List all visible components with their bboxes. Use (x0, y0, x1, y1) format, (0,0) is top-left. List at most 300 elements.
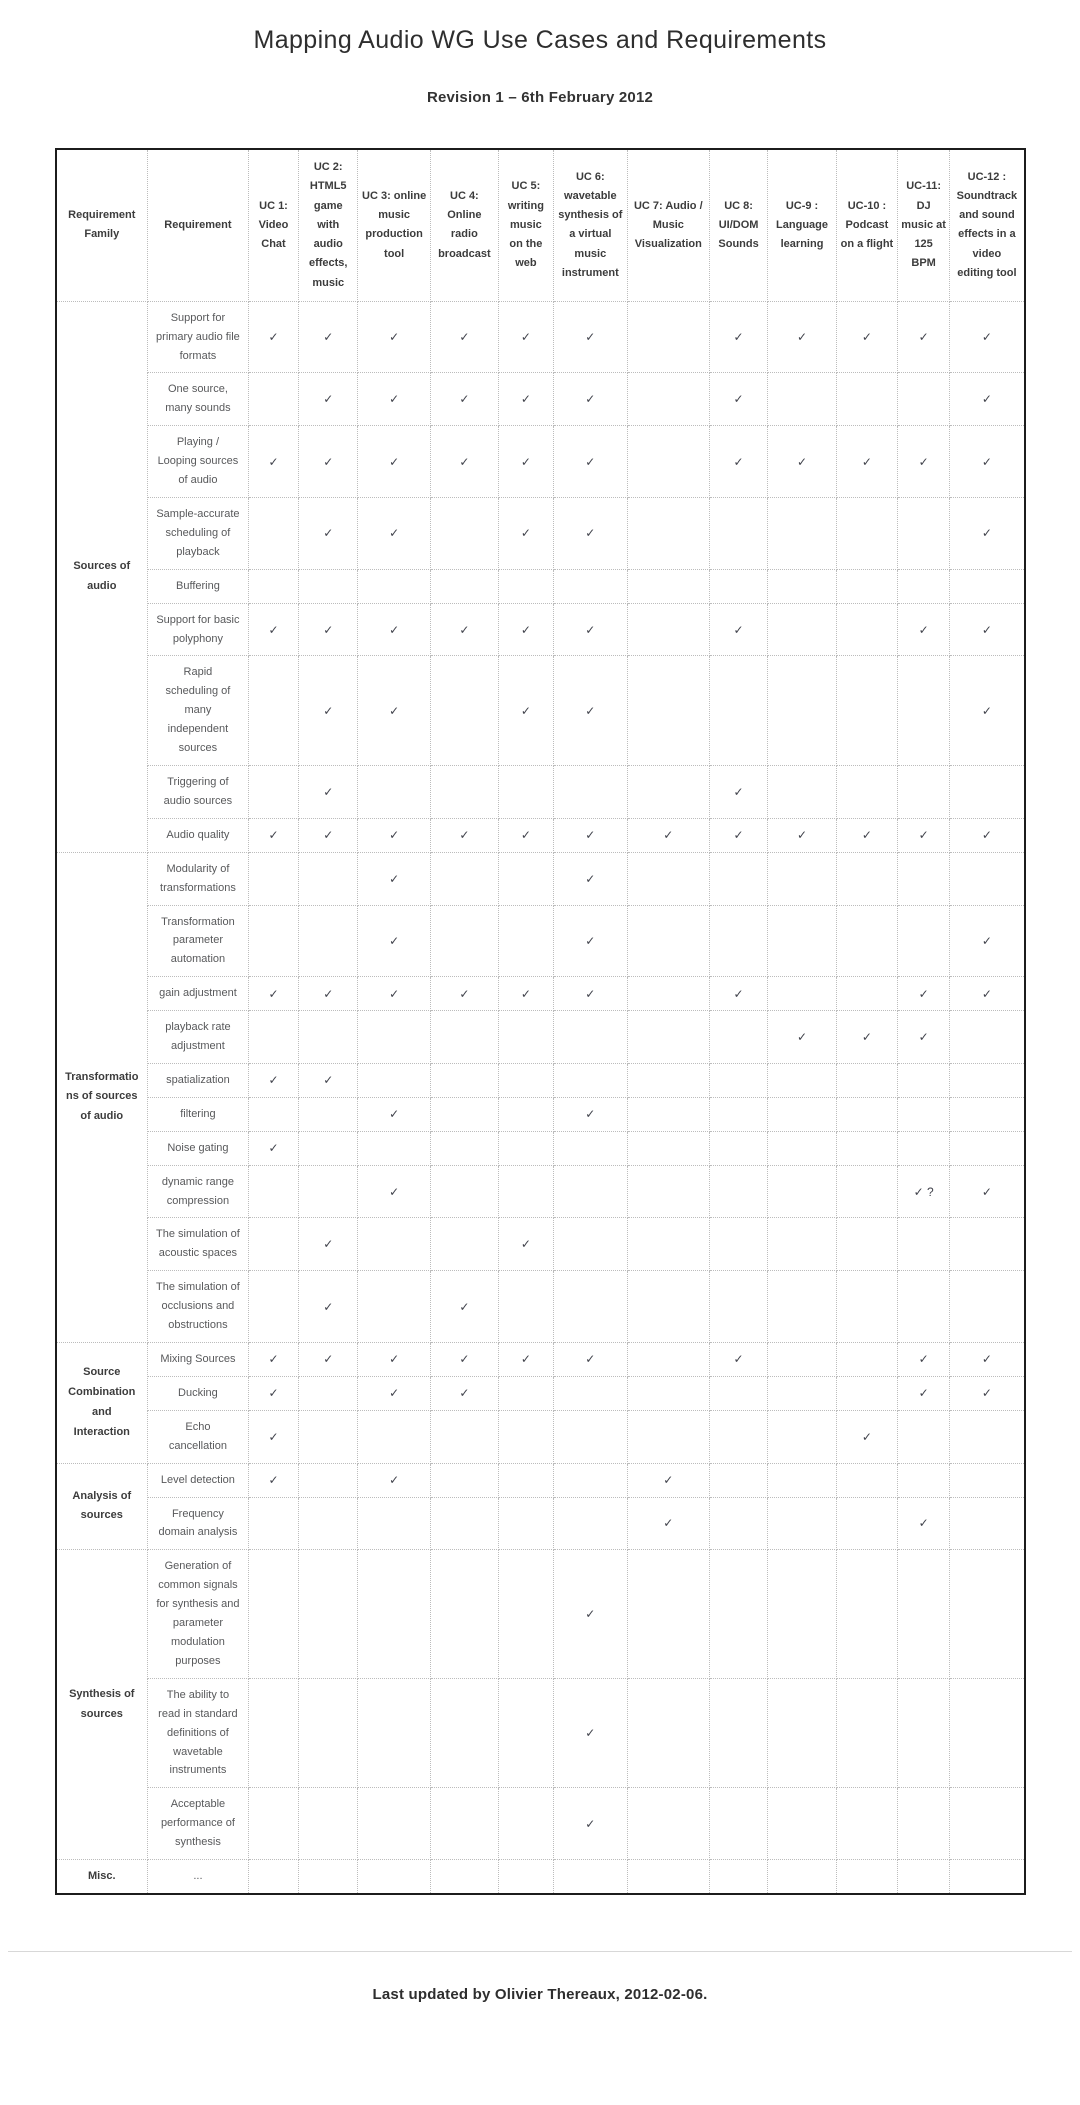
check-cell: ✓ (554, 426, 628, 498)
empty-cell (768, 1165, 837, 1218)
check-cell: ✓ (950, 977, 1025, 1011)
table-row (56, 977, 1025, 1011)
check-cell: ✓ (498, 977, 553, 1011)
empty-cell (299, 1860, 358, 1894)
check-cell: ✓ (836, 426, 897, 498)
empty-cell (897, 373, 949, 426)
empty-cell (430, 1860, 498, 1894)
requirement-cell: Level detection (148, 1463, 249, 1497)
check-cell: ✓ (897, 1497, 949, 1550)
table-row (56, 1011, 1025, 1064)
empty-cell (950, 1497, 1025, 1550)
check-cell: ✓ (554, 301, 628, 373)
empty-cell (358, 1218, 431, 1271)
check-cell: ✓ (498, 373, 553, 426)
check-cell: ✓ (498, 818, 553, 852)
table-row (56, 569, 1025, 603)
check-cell: ✓ (299, 1343, 358, 1377)
empty-cell (950, 1860, 1025, 1894)
empty-cell (710, 1063, 768, 1097)
empty-cell (768, 498, 837, 570)
table-row (56, 426, 1025, 498)
empty-cell (768, 373, 837, 426)
requirement-cell: spatialization (148, 1063, 249, 1097)
empty-cell (768, 1410, 837, 1463)
check-cell: ✓ (299, 656, 358, 766)
check-cell: ✓ (897, 1376, 949, 1410)
check-cell: ✓ (248, 1131, 298, 1165)
empty-cell (248, 498, 298, 570)
check-cell: ✓ (358, 1376, 431, 1410)
requirement-cell: Acceptable performance of synthesis (148, 1788, 249, 1860)
check-cell: ✓ (358, 426, 431, 498)
empty-cell (554, 1410, 628, 1463)
check-cell: ✓ (299, 426, 358, 498)
empty-cell (836, 1131, 897, 1165)
check-cell: ✓ (554, 1097, 628, 1131)
empty-cell (430, 656, 498, 766)
check-cell: ✓ (430, 301, 498, 373)
empty-cell (358, 1271, 431, 1343)
empty-cell (554, 569, 628, 603)
check-cell: ✓ (950, 426, 1025, 498)
check-cell: ✓ (768, 1011, 837, 1064)
empty-cell (498, 1131, 553, 1165)
empty-cell (430, 1463, 498, 1497)
empty-cell (897, 656, 949, 766)
requirement-cell: The simulation of acoustic spaces (148, 1218, 249, 1271)
empty-cell (627, 656, 709, 766)
requirement-cell: Support for basic polyphony (148, 603, 249, 656)
empty-cell (768, 765, 837, 818)
empty-cell (836, 1218, 897, 1271)
empty-cell (627, 1788, 709, 1860)
empty-cell (836, 656, 897, 766)
check-cell: ✓ (897, 603, 949, 656)
requirement-cell: Buffering (148, 569, 249, 603)
check-cell: ✓ (897, 426, 949, 498)
empty-cell (498, 1165, 553, 1218)
check-cell: ✓ (358, 301, 431, 373)
header-row (56, 149, 1025, 301)
check-cell: ✓ (897, 301, 949, 373)
empty-cell (627, 301, 709, 373)
header-uc-4: UC 4: Online radio broadcast (430, 149, 498, 301)
check-cell: ✓ (554, 818, 628, 852)
empty-cell (710, 1410, 768, 1463)
empty-cell (627, 1131, 709, 1165)
table-row (56, 373, 1025, 426)
empty-cell (498, 1497, 553, 1550)
empty-cell (950, 1410, 1025, 1463)
empty-cell (710, 1097, 768, 1131)
empty-cell (430, 1063, 498, 1097)
footer-divider (8, 1951, 1072, 1952)
empty-cell (836, 1678, 897, 1788)
check-cell: ✓ (498, 1343, 553, 1377)
check-cell: ✓ (358, 1097, 431, 1131)
empty-cell (358, 1860, 431, 1894)
check-cell: ✓ (248, 603, 298, 656)
empty-cell (430, 905, 498, 977)
empty-cell (627, 1860, 709, 1894)
empty-cell (498, 1463, 553, 1497)
table-row (56, 1678, 1025, 1788)
empty-cell (430, 1165, 498, 1218)
requirement-cell: ... (148, 1860, 249, 1894)
requirement-cell: Noise gating (148, 1131, 249, 1165)
empty-cell (248, 656, 298, 766)
empty-cell (554, 1011, 628, 1064)
empty-cell (430, 1218, 498, 1271)
empty-cell (836, 905, 897, 977)
empty-cell (768, 569, 837, 603)
empty-cell (498, 1063, 553, 1097)
empty-cell (950, 765, 1025, 818)
empty-cell (836, 1097, 897, 1131)
empty-cell (627, 1218, 709, 1271)
check-cell: ✓ (710, 426, 768, 498)
check-cell: ✓ (710, 1343, 768, 1377)
check-cell: ✓ (358, 603, 431, 656)
empty-cell (768, 1343, 837, 1377)
empty-cell (554, 1376, 628, 1410)
table-row (56, 905, 1025, 977)
check-cell: ✓ (299, 1218, 358, 1271)
empty-cell (836, 1165, 897, 1218)
check-cell: ✓ (299, 1271, 358, 1343)
requirement-cell: Transformation parameter automation (148, 905, 249, 977)
empty-cell (627, 1271, 709, 1343)
table-row (56, 656, 1025, 766)
empty-cell (430, 1497, 498, 1550)
requirement-cell: Ducking (148, 1376, 249, 1410)
header-requirement-family: Requirement Family (56, 149, 148, 301)
empty-cell (627, 603, 709, 656)
empty-cell (897, 1678, 949, 1788)
empty-cell (950, 1678, 1025, 1788)
empty-cell (299, 1497, 358, 1550)
requirement-cell: Support for primary audio file formats (148, 301, 249, 373)
empty-cell (710, 1550, 768, 1678)
empty-cell (299, 1788, 358, 1860)
empty-cell (768, 1097, 837, 1131)
header-uc-2: UC 2: HTML5 game with audio effects, music (299, 149, 358, 301)
empty-cell (248, 905, 298, 977)
check-cell: ✓ (897, 1011, 949, 1064)
empty-cell (248, 1011, 298, 1064)
check-cell: ✓ (710, 765, 768, 818)
check-cell: ✓ (248, 301, 298, 373)
empty-cell (498, 1011, 553, 1064)
table-row (56, 1271, 1025, 1343)
check-cell: ✓ (430, 818, 498, 852)
empty-cell (768, 1788, 837, 1860)
empty-cell (430, 498, 498, 570)
empty-cell (627, 1011, 709, 1064)
empty-cell (897, 1788, 949, 1860)
empty-cell (897, 1410, 949, 1463)
requirement-cell: Triggering of audio sources (148, 765, 249, 818)
empty-cell (358, 1678, 431, 1788)
empty-cell (498, 1860, 553, 1894)
empty-cell (768, 1860, 837, 1894)
empty-cell (710, 1011, 768, 1064)
empty-cell (248, 765, 298, 818)
table-row (56, 1860, 1025, 1894)
requirement-cell: playback rate adjustment (148, 1011, 249, 1064)
empty-cell (299, 1165, 358, 1218)
check-cell: ✓ (299, 373, 358, 426)
empty-cell (627, 1063, 709, 1097)
page-title: Mapping Audio WG Use Cases and Requirements (253, 26, 827, 54)
empty-cell (768, 1063, 837, 1097)
header-uc-1: UC 1: Video Chat (248, 149, 298, 301)
header-uc-3: UC 3: online music production tool (358, 149, 431, 301)
check-cell: ✓ (299, 498, 358, 570)
empty-cell (836, 603, 897, 656)
requirement-cell: Generation of common signals for synthesis and parameter modulation purposes (148, 1550, 249, 1678)
table-row (56, 765, 1025, 818)
empty-cell (950, 1463, 1025, 1497)
empty-cell (498, 852, 553, 905)
table-row (56, 1410, 1025, 1463)
empty-cell (430, 1678, 498, 1788)
empty-cell (710, 1788, 768, 1860)
empty-cell (897, 498, 949, 570)
revision-subtitle: Revision 1 – 6th February 2012 (426, 89, 654, 106)
check-cell: ✓ (358, 1165, 431, 1218)
empty-cell (768, 1271, 837, 1343)
header-uc-7: UC 7: Audio / Music Visualization (627, 149, 709, 301)
check-cell: ✓ (358, 852, 431, 905)
empty-cell (836, 852, 897, 905)
empty-cell (299, 1011, 358, 1064)
empty-cell (710, 569, 768, 603)
empty-cell (836, 373, 897, 426)
requirement-cell: Echo cancellation (148, 1410, 249, 1463)
requirement-cell: Mixing Sources (148, 1343, 249, 1377)
empty-cell (248, 1271, 298, 1343)
empty-cell (358, 1550, 431, 1678)
empty-cell (430, 1011, 498, 1064)
empty-cell (627, 852, 709, 905)
requirement-cell: dynamic range compression (148, 1165, 249, 1218)
empty-cell (768, 1131, 837, 1165)
empty-cell (299, 569, 358, 603)
empty-cell (554, 1860, 628, 1894)
empty-cell (768, 1376, 837, 1410)
check-cell: ✓ (299, 818, 358, 852)
check-cell: ✓ (248, 1343, 298, 1377)
empty-cell (627, 1550, 709, 1678)
requirement-cell: Modularity of transformations (148, 852, 249, 905)
check-cell: ✓ (710, 373, 768, 426)
check-cell: ✓ (768, 818, 837, 852)
empty-cell (710, 1131, 768, 1165)
check-cell: ✓ (430, 1343, 498, 1377)
check-cell: ✓ (554, 1788, 628, 1860)
empty-cell (358, 765, 431, 818)
check-cell: ✓ (358, 1463, 431, 1497)
check-cell: ✓ (554, 1343, 628, 1377)
check-cell: ✓ (430, 977, 498, 1011)
empty-cell (768, 977, 837, 1011)
empty-cell (897, 1097, 949, 1131)
empty-cell (950, 1271, 1025, 1343)
check-cell: ✓ (950, 498, 1025, 570)
table-row (56, 498, 1025, 570)
empty-cell (836, 1063, 897, 1097)
empty-cell (836, 977, 897, 1011)
check-cell: ✓ (358, 656, 431, 766)
table-header (56, 149, 1025, 301)
empty-cell (248, 852, 298, 905)
check-cell: ✓ (248, 977, 298, 1011)
empty-cell (836, 1497, 897, 1550)
empty-cell (950, 569, 1025, 603)
empty-cell (710, 1678, 768, 1788)
empty-cell (627, 905, 709, 977)
empty-cell (358, 569, 431, 603)
requirement-cell: filtering (148, 1097, 249, 1131)
requirement-cell: Sample-accurate scheduling of playback (148, 498, 249, 570)
empty-cell (627, 977, 709, 1011)
check-cell: ✓ (358, 905, 431, 977)
empty-cell (498, 1788, 553, 1860)
check-cell: ✓ (897, 1343, 949, 1377)
requirement-cell: Frequency domain analysis (148, 1497, 249, 1550)
table-row (56, 1463, 1025, 1497)
empty-cell (710, 1860, 768, 1894)
empty-cell (768, 905, 837, 977)
check-cell: ✓ (710, 977, 768, 1011)
empty-cell (768, 852, 837, 905)
empty-cell (358, 1788, 431, 1860)
table-row (56, 1165, 1025, 1218)
check-cell: ✓ (498, 498, 553, 570)
family-cell: Source Combination and Interaction (56, 1343, 148, 1464)
check-cell: ✓ (358, 977, 431, 1011)
check-cell: ✓ ? (897, 1165, 949, 1218)
table-row (56, 1376, 1025, 1410)
check-cell: ✓ (498, 656, 553, 766)
empty-cell (768, 1678, 837, 1788)
check-cell: ✓ (554, 603, 628, 656)
check-cell: ✓ (627, 818, 709, 852)
empty-cell (768, 656, 837, 766)
header-uc-8: UC 8: UI/DOM Sounds (710, 149, 768, 301)
empty-cell (950, 1788, 1025, 1860)
check-cell: ✓ (358, 498, 431, 570)
check-cell: ✓ (836, 1410, 897, 1463)
empty-cell (627, 1343, 709, 1377)
check-cell: ✓ (950, 818, 1025, 852)
empty-cell (299, 1097, 358, 1131)
empty-cell (554, 765, 628, 818)
empty-cell (836, 1271, 897, 1343)
empty-cell (836, 498, 897, 570)
empty-cell (358, 1063, 431, 1097)
empty-cell (710, 498, 768, 570)
empty-cell (710, 1165, 768, 1218)
empty-cell (836, 1860, 897, 1894)
empty-cell (299, 1376, 358, 1410)
check-cell: ✓ (430, 373, 498, 426)
requirement-cell: One source, many sounds (148, 373, 249, 426)
empty-cell (627, 1165, 709, 1218)
empty-cell (627, 1097, 709, 1131)
table-row (56, 1063, 1025, 1097)
check-cell: ✓ (299, 603, 358, 656)
empty-cell (710, 1497, 768, 1550)
check-cell: ✓ (248, 1063, 298, 1097)
empty-cell (768, 1550, 837, 1678)
header-uc-12: UC-12 : Soundtrack and sound effects in a video editing tool (950, 149, 1025, 301)
check-cell: ✓ (950, 905, 1025, 977)
empty-cell (897, 1271, 949, 1343)
empty-cell (836, 1343, 897, 1377)
check-cell: ✓ (248, 818, 298, 852)
check-cell: ✓ (358, 373, 431, 426)
check-cell: ✓ (498, 426, 553, 498)
check-cell: ✓ (299, 977, 358, 1011)
empty-cell (498, 1410, 553, 1463)
empty-cell (248, 1788, 298, 1860)
empty-cell (768, 1497, 837, 1550)
empty-cell (950, 852, 1025, 905)
use-case-requirements-table (55, 148, 1026, 1895)
empty-cell (627, 1376, 709, 1410)
check-cell: ✓ (498, 301, 553, 373)
table-row (56, 603, 1025, 656)
empty-cell (498, 1550, 553, 1678)
empty-cell (554, 1463, 628, 1497)
check-cell: ✓ (710, 818, 768, 852)
empty-cell (358, 1011, 431, 1064)
empty-cell (299, 852, 358, 905)
empty-cell (897, 569, 949, 603)
empty-cell (498, 1271, 553, 1343)
empty-cell (248, 1497, 298, 1550)
check-cell: ✓ (299, 301, 358, 373)
check-cell: ✓ (554, 373, 628, 426)
header-uc-6: UC 6: wavetable synthesis of a virtual music instrument (554, 149, 628, 301)
empty-cell (299, 1131, 358, 1165)
family-cell: Analysis of sources (56, 1463, 148, 1550)
requirement-cell: gain adjustment (148, 977, 249, 1011)
table-row (56, 1131, 1025, 1165)
check-cell: ✓ (950, 656, 1025, 766)
empty-cell (248, 1860, 298, 1894)
header-uc-10: UC-10 : Podcast on a flight (836, 149, 897, 301)
empty-cell (498, 1376, 553, 1410)
empty-cell (768, 603, 837, 656)
check-cell: ✓ (768, 426, 837, 498)
check-cell: ✓ (430, 1376, 498, 1410)
empty-cell (836, 1463, 897, 1497)
empty-cell (897, 1063, 949, 1097)
empty-cell (627, 765, 709, 818)
check-cell: ✓ (430, 603, 498, 656)
table-row (56, 1097, 1025, 1131)
empty-cell (299, 905, 358, 977)
empty-cell (248, 373, 298, 426)
check-cell: ✓ (554, 498, 628, 570)
check-cell: ✓ (554, 977, 628, 1011)
check-cell: ✓ (710, 301, 768, 373)
empty-cell (498, 1097, 553, 1131)
